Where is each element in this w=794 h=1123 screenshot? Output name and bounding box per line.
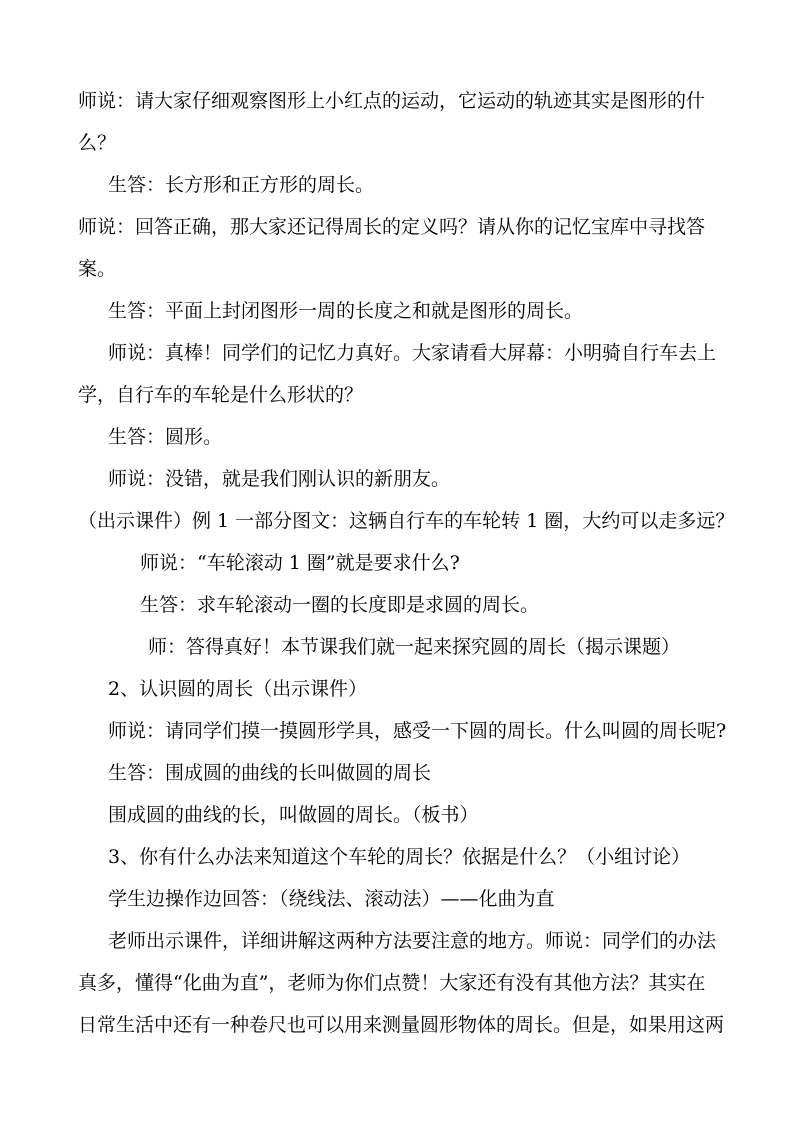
text-line-12: 师说：“车轮滚动 1 圈”就是要求什么? <box>140 552 460 574</box>
text-line-19: 3、你有什么办法来知道这个车轮的周长？依据是什么？（小组讨论） <box>108 846 691 868</box>
text-line-1: 师说：请大家仔细观察图形上小红点的运动，它运动的轨迹其实是图形的什 <box>78 90 706 112</box>
text-line-9: 生答：圆形。 <box>108 426 223 448</box>
text-line-7: 师说：真棒！同学们的记忆力真好。大家请看大屏幕：小明骑自行车去上 <box>108 342 717 364</box>
text-line-8: 学，自行车的车轮是什么形状的？ <box>78 384 364 406</box>
text-line-23: 日常生活中还有一种卷尺也可以用来测量圆形物体的周长。但是，如果用这两 <box>78 1014 725 1036</box>
text-line-13: 生答：求车轮滚动一圈的长度即是求圆的周长。 <box>140 594 540 616</box>
text-line-16: 师说：请同学们摸一摸圆形学具，感受一下圆的周长。什么叫圆的周长呢? <box>108 720 727 742</box>
text-line-11: （出示课件）例 1 一部分图文：这辆自行车的车轮转 1 圈，大约可以走多远？ <box>78 510 735 532</box>
text-line-15: 2、认识圆的周长（出示课件） <box>108 678 368 700</box>
text-line-20: 学生边操作边回答：（绕线法、滚动法）——化曲为直 <box>108 888 555 910</box>
text-line-18: 围成圆的曲线的长，叫做圆的周长。（板书） <box>108 804 479 826</box>
text-line-4: 师说：回答正确，那大家还记得周长的定义吗？请从你的记忆宝库中寻找答 <box>78 216 706 238</box>
text-line-5: 案。 <box>78 258 117 280</box>
text-line-17: 生答：围成圆的曲线的长叫做圆的周长 <box>108 762 432 784</box>
text-line-10: 师说：没错，就是我们刚认识的新朋友。 <box>108 468 451 490</box>
text-line-22: 真多，懂得“化曲为直”，老师为你们点赞！大家还有没有其他方法？其实在 <box>78 972 706 994</box>
text-line-21: 老师出示课件，详细讲解这两种方法要注意的地方。师说：同学们的办法 <box>108 930 717 952</box>
text-line-3: 生答：长方形和正方形的周长。 <box>108 174 375 196</box>
text-line-14: 师：答得真好！本节课我们就一起来探究圆的周长（揭示课题） <box>148 636 681 658</box>
text-line-6: 生答：平面上封闭图形一周的长度之和就是图形的周长。 <box>108 300 584 322</box>
text-line-2: 么？ <box>78 132 117 154</box>
